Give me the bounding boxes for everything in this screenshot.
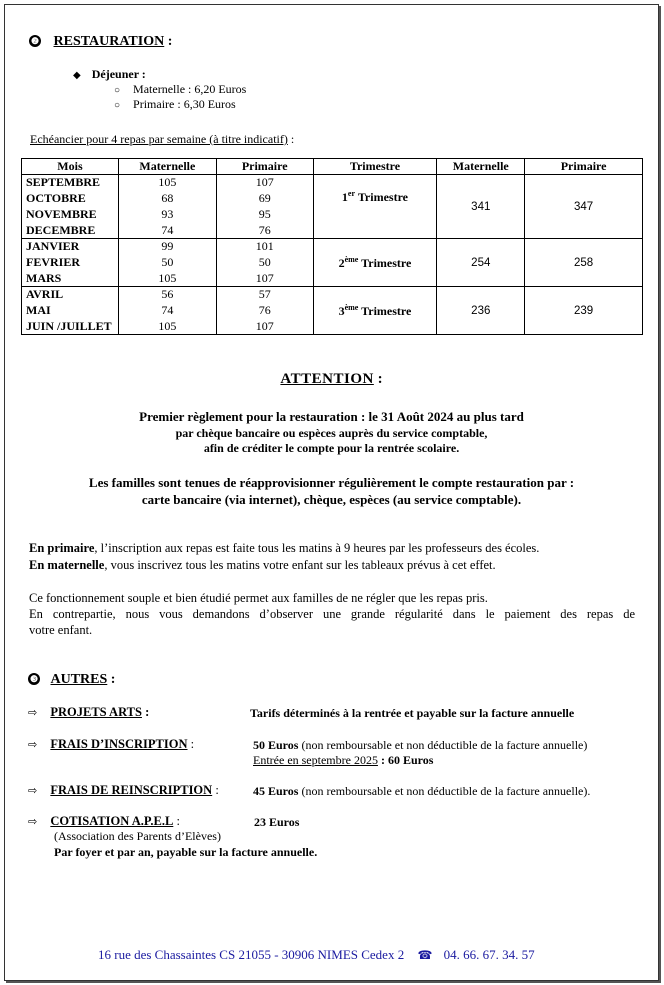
- item-value-bold: 23 Euros: [254, 815, 300, 829]
- item-value-bold: Tarifs déterminés à la rentrée et payable sur la facture annuelle: [250, 706, 575, 720]
- price-primaire: [114, 97, 236, 112]
- trimestre-1-primaire: 347: [525, 175, 643, 239]
- trimestre-num: 2: [338, 255, 345, 270]
- primaire-cell: 101: [216, 239, 313, 255]
- month-cell: JANVIER: [22, 239, 119, 255]
- footer-address: 16 rue des Chassaintes CS 21055 - 30906 NIMES Cedex 2: [98, 947, 405, 962]
- price-maternelle: [114, 82, 246, 97]
- info-contrepartie-1: En contrepartie, nous vous demandons d’observer une grande régularité dans le paiement des repas de: [29, 607, 635, 621]
- maternelle-cell: 105: [118, 319, 216, 335]
- trimestre-1-maternelle: 341: [437, 175, 525, 239]
- item-frais-reinscription-value: [253, 784, 590, 799]
- item-label: PROJETS ARTS: [50, 705, 142, 719]
- table-row: [22, 287, 643, 303]
- section-restauration-title: RESTAURATION: [53, 34, 165, 49]
- header-mois: Mois: [22, 159, 119, 175]
- attention-line-5: carte bancaire (via internet), chèque, espèces (au service comptable).: [141, 492, 522, 507]
- maternelle-cell: 105: [118, 175, 216, 191]
- trimestre-label: Trimestre: [355, 190, 409, 204]
- item-sep: :: [141, 705, 150, 719]
- section-autres-colon: :: [107, 672, 116, 687]
- attention-line-1: Premier règlement pour la restauration : le 31 Août 2024 au plus tard: [139, 409, 524, 424]
- info-maternelle-bold: En maternelle: [29, 558, 105, 572]
- schedule-caption-text: Echéancier pour 4 repas par semaine (à titre indicatif): [30, 132, 288, 146]
- primaire-cell: 95: [216, 207, 313, 223]
- footer-phone: 04. 66. 67. 34. 57: [443, 947, 535, 962]
- maternelle-cell: 105: [118, 271, 216, 287]
- phone-icon: ☎: [417, 948, 433, 962]
- attention-heading: [4, 371, 659, 388]
- maternelle-cell: 74: [118, 303, 216, 319]
- primaire-cell: 107: [216, 319, 313, 335]
- item-frais-inscription: [28, 737, 194, 752]
- trimestre-2-maternelle: 254: [437, 239, 525, 287]
- primaire-cell: 107: [216, 175, 313, 191]
- item-label: COTISATION A.P.E.L: [50, 814, 174, 828]
- section-number-3: ❸: [29, 674, 39, 684]
- item-extra-underlined: Entrée en septembre 2025: [253, 753, 378, 767]
- item-cotisation-note-1: (Association des Parents d’Elèves): [54, 829, 221, 843]
- price-primaire-text: Primaire : 6,30 Euros: [133, 97, 236, 111]
- table-row: [22, 175, 643, 191]
- info-primaire-bold: En primaire: [29, 541, 95, 555]
- arrow-right-icon: ⇨: [28, 815, 38, 828]
- info-contrepartie-2: votre enfant.: [29, 623, 93, 637]
- month-cell: AVRIL: [22, 287, 119, 303]
- arrow-right-icon: ⇨: [28, 784, 38, 797]
- item-sep: :: [187, 737, 195, 751]
- attention-colon: :: [373, 371, 383, 387]
- trimestre-sup: ème: [344, 254, 359, 264]
- trimestre-num: 1: [341, 190, 348, 204]
- item-sep: :: [212, 783, 219, 797]
- trimestre-sup: ème: [344, 302, 359, 312]
- info-primaire: [29, 541, 539, 556]
- maternelle-cell: 68: [118, 191, 216, 207]
- dejeuner-label: Déjeuner :: [91, 67, 146, 81]
- attention-line-2: par chèque bancaire ou espèces auprès du service comptable,: [175, 426, 488, 440]
- footer: [98, 947, 535, 963]
- maternelle-cell: 74: [118, 223, 216, 239]
- item-value-rest: (non remboursable et non déductible de la facture annuelle).: [298, 784, 591, 798]
- attention-line-3: afin de créditer le compte pour la rentrée scolaire.: [203, 441, 460, 455]
- header-trimestre: Trimestre: [313, 159, 437, 175]
- schedule-caption-suffix: :: [287, 132, 295, 146]
- section-title-colon: :: [167, 34, 173, 49]
- trimestre-num: 3: [338, 303, 345, 318]
- maternelle-cell: 93: [118, 207, 216, 223]
- header-maternelle: Maternelle: [118, 159, 216, 175]
- primaire-cell: 107: [216, 271, 313, 287]
- month-cell: JUIN /JUILLET: [22, 319, 119, 335]
- month-cell: MARS: [22, 271, 119, 287]
- price-maternelle-text: Maternelle : 6,20 Euros: [133, 82, 247, 96]
- dejeuner-heading: [73, 67, 146, 82]
- info-maternelle: [29, 558, 496, 573]
- primaire-cell: 69: [216, 191, 313, 207]
- section-autres-title: AUTRES: [50, 672, 108, 687]
- item-value-bold: 45 Euros: [253, 784, 299, 798]
- header-primaire-total: Primaire: [525, 159, 643, 175]
- item-frais-reinscription: [28, 783, 219, 798]
- maternelle-cell: 56: [118, 287, 216, 303]
- circle-bullet-icon: ○: [114, 85, 121, 96]
- trimestre-2-cell: [313, 239, 437, 287]
- item-label: FRAIS D’INSCRIPTION: [50, 737, 188, 751]
- item-frais-inscription-value: [253, 738, 587, 753]
- info-fonctionnement: Ce fonctionnement souple et bien étudié permet aux familles de ne régler que les repas pris.: [29, 591, 488, 605]
- month-cell: OCTOBRE: [22, 191, 119, 207]
- item-sep: :: [173, 814, 180, 828]
- trimestre-3-maternelle: 236: [437, 287, 525, 335]
- month-cell: FEVRIER: [22, 255, 119, 271]
- section-autres-heading: [28, 672, 115, 688]
- item-projets-arts-value: [250, 706, 574, 721]
- trimestre-label: Trimestre: [358, 303, 412, 318]
- section-number-2: ❷: [30, 36, 40, 46]
- attention-line-4: Les familles sont tenues de réapprovisionner régulièrement le compte restauration par :: [88, 475, 575, 490]
- trimestre-1-cell: [313, 175, 437, 239]
- item-value-rest: (non remboursable et non déductible de la facture annuelle): [298, 738, 588, 752]
- item-value-bold: 50 Euros: [253, 738, 299, 752]
- info-maternelle-text: , vous inscrivez tous les matins votre enfant sur les tableaux prévus à cet effet.: [104, 558, 496, 572]
- month-cell: DECEMBRE: [22, 223, 119, 239]
- arrow-right-icon: ⇨: [28, 706, 38, 719]
- maternelle-cell: 50: [118, 255, 216, 271]
- item-projets-arts: [28, 705, 149, 720]
- meal-schedule-table: [21, 158, 643, 335]
- month-cell: MAI: [22, 303, 119, 319]
- trimestre-3-primaire: 239: [525, 287, 643, 335]
- month-cell: NOVEMBRE: [22, 207, 119, 223]
- primaire-cell: 76: [216, 223, 313, 239]
- primaire-cell: 57: [216, 287, 313, 303]
- attention-title: ATTENTION: [280, 371, 374, 387]
- circle-bullet-icon: ○: [114, 100, 121, 111]
- info-primaire-text: , l’inscription aux repas est faite tous les matins à 9 heures par les professeurs des écoles.: [94, 541, 540, 555]
- header-maternelle-total: Maternelle: [437, 159, 525, 175]
- month-cell: SEPTEMBRE: [22, 175, 119, 191]
- item-cotisation-apel: [28, 814, 180, 829]
- trimestre-2-primaire: 258: [525, 239, 643, 287]
- item-cotisation-apel-value: [254, 815, 299, 830]
- primaire-cell: 76: [216, 303, 313, 319]
- item-extra-rest: : 60 Euros: [377, 753, 434, 767]
- arrow-right-icon: ⇨: [28, 738, 38, 751]
- trimestre-label: Trimestre: [358, 255, 412, 270]
- item-frais-inscription-extra: [253, 753, 433, 768]
- table-header-row: [22, 159, 643, 175]
- table-row: [22, 239, 643, 255]
- item-cotisation-note-2: Par foyer et par an, payable sur la facture annuelle.: [54, 845, 318, 859]
- header-primaire: Primaire: [216, 159, 313, 175]
- item-label: FRAIS DE REINSCRIPTION: [50, 783, 213, 797]
- schedule-caption: [30, 132, 294, 147]
- diamond-bullet-icon: ◆: [73, 70, 81, 81]
- trimestre-3-cell: [313, 287, 437, 335]
- maternelle-cell: 99: [118, 239, 216, 255]
- section-restauration-heading: [29, 34, 172, 50]
- primaire-cell: 50: [216, 255, 313, 271]
- trimestre-sup: er: [347, 189, 356, 198]
